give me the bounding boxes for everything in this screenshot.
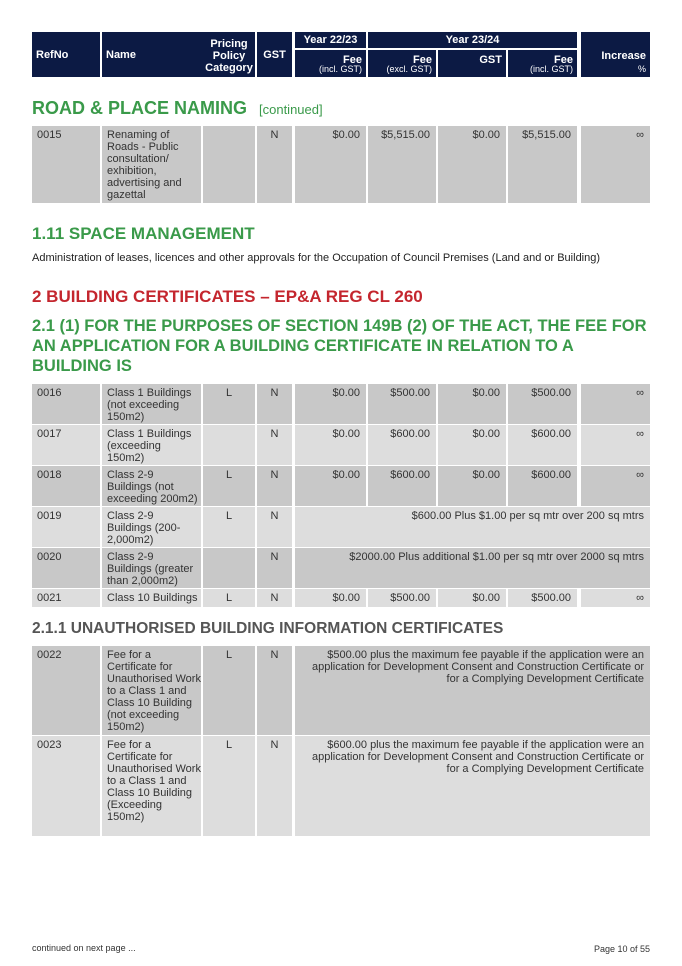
fee-incl-2324-cell: $5,515.00 [508, 126, 577, 203]
gst-2324-cell: $0.00 [438, 466, 506, 506]
name-cell: Class 1 Buildings (not exceeding 150m2) [102, 384, 201, 424]
fee-description-cell: $2000.00 Plus additional $1.00 per sq mtr over 2000 sq mtrs [295, 548, 650, 588]
name-cell: Class 2-9 Buildings (greater than 2,000m2) [102, 548, 201, 588]
header-fee-incl-1 [295, 50, 366, 77]
gst-2324-cell: $0.00 [438, 384, 506, 424]
gst-cell: N [257, 507, 292, 547]
table-row [32, 589, 650, 607]
fee-description-cell: $500.00 plus the maximum fee payable if the application were an application for Development Consent and Construction Certificate or for a Complying Development Certificate [295, 646, 650, 735]
fee-excl-2324-cell: $500.00 [368, 589, 436, 607]
section-space-management: 1.11 SPACE MANAGEMENT [32, 224, 255, 243]
ref-cell: 0016 [32, 384, 100, 424]
gst-2324-cell: $0.00 [438, 126, 506, 203]
gst-cell: N [257, 466, 292, 506]
section-road-place-naming [32, 98, 323, 119]
policy-cell: L [203, 589, 255, 607]
gst-cell: N [257, 425, 292, 465]
ref-cell: 0022 [32, 646, 100, 735]
policy-cell: L [203, 507, 255, 547]
ref-cell: 0019 [32, 507, 100, 547]
ref-cell: 0023 [32, 736, 100, 836]
header-fee-incl-2-sub: (incl. GST) [529, 64, 573, 74]
header-year-2324: Year 23/24 [368, 32, 577, 48]
fee-incl-2223-cell: $0.00 [295, 466, 366, 506]
fee-incl-2223-cell: $0.00 [295, 384, 366, 424]
fee-incl-2324-cell: $500.00 [508, 384, 577, 424]
gst-cell: N [257, 736, 292, 836]
space-management-description: Administration of leases, licences and other approvals for the Occupation of Council Premises (Land and or Building) [32, 252, 601, 264]
table-row [32, 384, 650, 424]
fee-incl-2223-cell: $0.00 [295, 589, 366, 607]
header-increase-sub: % [637, 64, 646, 74]
header-gst: GST [257, 32, 292, 77]
fee-excl-2324-cell: $600.00 [368, 425, 436, 465]
header-fee-incl-1-sub: (incl. GST) [318, 64, 362, 74]
name-cell: Renaming of Roads - Public consultation/ exhibition, advertising and gazettal [102, 126, 201, 203]
header-year-2223: Year 22/23 [295, 32, 366, 48]
ref-cell: 0018 [32, 466, 100, 506]
increase-cell: ∞ [581, 126, 650, 203]
section-road-title: ROAD & PLACE NAMING [32, 98, 247, 118]
fee-incl-2223-cell: $0.00 [295, 126, 366, 203]
gst-cell: N [257, 126, 292, 203]
table-row [32, 548, 650, 588]
header-increase-label: Increase [601, 50, 646, 62]
name-cell: Class 1 Buildings (exceeding 150m2) [102, 425, 201, 465]
table-row [32, 646, 650, 735]
table-header [32, 32, 650, 77]
header-name: Name [102, 32, 232, 77]
gst-2324-cell: $0.00 [438, 589, 506, 607]
fee-description-cell: $600.00 Plus $1.00 per sq mtr over 200 sq mtrs [295, 507, 650, 547]
gst-cell: N [257, 589, 292, 607]
name-cell: Class 2-9 Buildings (not exceeding 200m2) [102, 466, 201, 506]
increase-cell: ∞ [581, 384, 650, 424]
header-increase [581, 32, 650, 77]
fee-incl-2324-cell: $500.00 [508, 589, 577, 607]
header-refno: RefNo [32, 32, 100, 77]
gst-cell: N [257, 384, 292, 424]
header-fee-excl-label: Fee [413, 54, 432, 66]
policy-cell: L [203, 736, 255, 836]
fee-description-cell: $600.00 plus the maximum fee payable if the application were an application for Development Consent and Construction Certificate or for a Complying Development Certificate [295, 736, 650, 836]
name-cell: Class 2-9 Buildings (200-2,000m2) [102, 507, 201, 547]
gst-cell: N [257, 646, 292, 735]
policy-cell [203, 126, 255, 203]
gst-cell: N [257, 548, 292, 588]
fee-excl-2324-cell: $500.00 [368, 384, 436, 424]
policy-cell: L [203, 466, 255, 506]
name-cell: Fee for a Certificate for Unauthorised Work to a Class 1 and Class 10 Building (Exceeding 150m2) [102, 736, 201, 836]
policy-cell: L [203, 384, 255, 424]
increase-cell: ∞ [581, 466, 650, 506]
table-row [32, 126, 650, 203]
policy-cell [203, 425, 255, 465]
section-2-1-title: 2.1 (1) FOR THE PURPOSES OF SECTION 149B (2) OF THE ACT, THE FEE FOR AN APPLICATION FOR A BUILDING CERTIFICATE IN RELATION TO A BUILDING IS [32, 317, 647, 375]
footer-page-number: Page 10 of 55 [593, 944, 650, 954]
table-row [32, 425, 650, 465]
ref-cell: 0015 [32, 126, 100, 203]
fee-excl-2324-cell: $600.00 [368, 466, 436, 506]
name-cell: Fee for a Certificate for Unauthorised Work to a Class 1 and Class 10 Building (not exceeding 150m2) [102, 646, 201, 735]
policy-cell: L [203, 646, 255, 735]
name-cell: Class 10 Buildings [102, 589, 201, 607]
header-fee-excl-sub: (excl. GST) [386, 64, 432, 74]
table-row [32, 507, 650, 547]
footer-continued: continued on next page ... [32, 943, 136, 953]
ref-cell: 0017 [32, 425, 100, 465]
header-fee-incl-1-label: Fee [343, 54, 362, 66]
header-fee-incl-2 [508, 50, 577, 77]
header-fee-excl [368, 50, 436, 77]
header-gst-2-label: GST [479, 54, 502, 66]
header-fee-incl-2-label: Fee [554, 54, 573, 66]
ref-cell: 0021 [32, 589, 100, 607]
fee-incl-2223-cell: $0.00 [295, 425, 366, 465]
header-gst-2 [438, 50, 506, 77]
section-2-1-1-title: 2.1.1 UNAUTHORISED BUILDING INFORMATION CERTIFICATES [32, 620, 504, 637]
table-row [32, 736, 650, 836]
fee-incl-2324-cell: $600.00 [508, 425, 577, 465]
table-row [32, 466, 650, 506]
header-pricing-policy: Pricing Policy Category [203, 32, 255, 77]
policy-cell [203, 548, 255, 588]
fee-excl-2324-cell: $5,515.00 [368, 126, 436, 203]
ref-cell: 0020 [32, 548, 100, 588]
section-road-continued: [continued] [259, 102, 323, 117]
fee-incl-2324-cell: $600.00 [508, 466, 577, 506]
gst-2324-cell: $0.00 [438, 425, 506, 465]
increase-cell: ∞ [581, 425, 650, 465]
section-building-certificates: 2 BUILDING CERTIFICATES – EP&A REG CL 260 [32, 287, 423, 306]
increase-cell: ∞ [581, 589, 650, 607]
